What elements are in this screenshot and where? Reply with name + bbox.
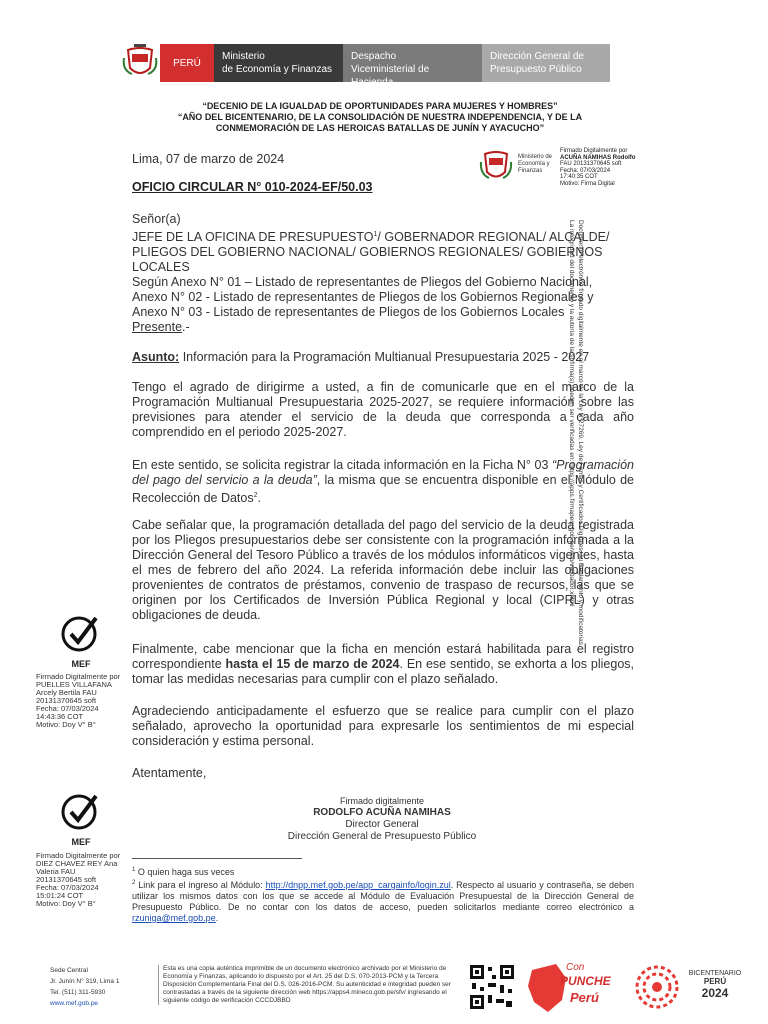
website-link[interactable]: www.mef.gob.pe (50, 1000, 99, 1007)
closing: Atentamente, (132, 766, 207, 780)
digital-signature-stamp (478, 148, 643, 194)
stamp-ministry: Ministerio de Economía y Finanzas (518, 154, 553, 174)
decenio-heading: “DECENIO DE LA IGUALDAD DE OPORTUNIDADES PARA MUJERES Y HOMBRES” “AÑO DEL BICENTENARIO, DE LA CONSOLIDACIÓN DE NUESTRA INDEPENDENCIA, Y DE LA CONMEMORACIÓN DE LAS HEROICAS BATALLAS DE JUNÍN Y AYACUCHO” (177, 101, 583, 133)
mef-seal: MEF (60, 790, 102, 846)
signature-vb-1: Firmado Digitalmente por PUELLES VILLAFANA Arcely Bertila FAU 20131370645 soft Fecha: 07/03/2024 14:43:36 COT Motivo: Doy V° B° (36, 672, 121, 729)
paragraph-2: En este sentido, se solicita registrar la citada información en la Ficha N° 03 “Programación del pago del servicio a la deuda”, la misma que se encuentra disponible en el Módulo de Recolección de Datos$^2$. (132, 458, 634, 506)
direccion-label: Dirección General de Presupuesto Público (482, 44, 610, 82)
footer-contact: Sede Central Jr. Junín N° 319, Lima 1 Tel. (511) 311-5930 www.mef.gob.pe (50, 967, 120, 1007)
con-punche-peru-logo: Con PUNCHE Perú (526, 960, 620, 1016)
qr-code-icon (468, 963, 516, 1011)
asunto-line: Asunto: Información para la Programación Multianual Presupuestaria 2025 - 2027 (132, 350, 590, 364)
signature-vb-2: Firmado Digitalmente por DIEZ CHAVEZ REY Ana Valeria FAU 20131370645 soft Fecha: 07/03/2024 15:01:24 COT Motivo: Doy V° B° (36, 851, 121, 908)
paragraph-3: Cabe señalar que, la programación detallada del pago del servicio de la deuda registrada por los Pliegos presupuestarios debe ser consistente con la programación informada a la Dirección General del Tesoro Público a través de los módulos informáticos vigentes, hasta el mes de febrero del año 2024. La referida información debe incluir las obligaciones provenientes de contratos de préstamos, convenio de traspaso de recursos, las que se originen por los Certificados de Inversión Pública Regional y local (CIPRL) y otras obligaciones de deuda. (132, 518, 634, 622)
coat-of-arms-icon (120, 44, 160, 82)
ministry-label: Ministerio de Economía y Finanzas (214, 44, 343, 82)
footnotes: $^1$ O quien haga sus veces $^2$ Link para el ingreso al Módulo: http://dnpp.mef.gob.pe/app_cargainfo/login.zul. Respecto al usuario y contraseña, se deben utilizar los mismos datos con los que se accede al Módulo de Evaluación Presupuestal de la Dirección General de Presupuesto Público. De no contar con los datos de acceso, pueden solicitarlos mediante correo electrónico a rzuniga@mef.gob.pe. (132, 867, 634, 923)
email-link[interactable]: rzuniga@mef.gob.pe (132, 913, 216, 923)
signature-block: Firmado digitalmente RODOLFO ACUÑA NAMIHAS Director General Dirección General de Presupuesto Público (287, 796, 477, 842)
footer-authenticity: Esta es una copia auténtica imprimible de un documento electrónico archivado por el Ministerio de Economía y Finanzas, aplicando lo dispuesto por el Art. 25 del D.S. 070-2013-PCM y la Tercera Disposición Complementaria Final del D.S. 026-2016-PCM. Su autenticidad e integridad pueden ser contrastadas a través de la siguiente dirección web https://apps4.mineco.gob.pe/sfv/ ingresando el siguiente código de verificación CCCDJBBD (158, 965, 463, 1005)
footnote-divider (132, 858, 302, 859)
side-legal-note: Documento electrónico firmado digitalmente en el marco de la Ley N°27269, Ley de Firmas y Certificados Digitales, su Reglamento y modificatorias. La integridad del documento y la autoría de la(s) firma(s) pueden ser verificadas en: https://apps.firmaperu.gob.pe/web/validador.xhtml (568, 220, 584, 647)
addressee-block: Señor(a) JEFE DE LA OFICINA DE PRESUPUESTO$^1$/ GOBERNADOR REGIONAL/ ALCALDE/ PLIEGOS DEL GOBIERNO NACIONAL/ GOBIERNOS REGIONALES/ GOBIERNOS LOCALES Según Anexo N° 01 – Listado de representantes de Pliegos del Gobierno Nacional, Anexo N° 02 - Listado de representantes de Pliegos de los Gobiernos Regionales y Anexo N° 03 - Listado de representantes de Pliegos de los Gobiernos Locales Presente.- (132, 212, 610, 335)
header-bar (120, 44, 610, 88)
paragraph-5: Agradeciendo anticipadamente el esfuerzo que se realice para cumplir con el plazo señalado, aprovecho la oportunidad para expresarle los sentimientos de mi especial consideración y estima personal. (132, 704, 634, 748)
emblem-icon (478, 148, 514, 188)
check-seal-icon (60, 790, 102, 832)
paragraph-1: Tengo el agrado de dirigirme a usted, a fin de comunicarle que en el marco de la Programación Multianual Presupuestaria 2025-2027, se requiere información sobre las previsiones para atender el servicio de la deuda que corresponda a cada año comprendido en el periodo 2025-2027. (132, 380, 634, 439)
paragraph-4: Finalmente, cabe mencionar que la ficha en mención estará habilitada para el registro correspondiente hasta el 15 de marzo de 2024. En ese sentido, se exhorta a los pliegos, tomar las medidas necesarias para cumplir con el plazo señalado. (132, 642, 634, 686)
peru-label: PERÚ (160, 44, 214, 82)
module-link[interactable]: http://dnpp.mef.gob.pe/app_cargainfo/login.zul (265, 880, 451, 890)
oficio-number: OFICIO CIRCULAR N° 010-2024-EF/50.03 (132, 180, 373, 194)
despacho-label: Despacho Viceministerial de Hacienda (343, 44, 482, 82)
check-seal-icon (60, 612, 102, 654)
stamp-details: Firmado Digitalmente por ACUÑA NAMIHAS Rodolfo FAU 20131370645 soft Fecha: 07/03/2024 17:40:35 COT Motivo: Firma Digital (560, 148, 636, 187)
mef-seal: MEF (60, 612, 102, 668)
bicentenario-label: BICENTENARIO PERÚ 2024 (688, 970, 742, 1000)
bicentenario-emblem-icon (632, 962, 682, 1012)
document-date: Lima, 07 de marzo de 2024 (132, 152, 285, 166)
